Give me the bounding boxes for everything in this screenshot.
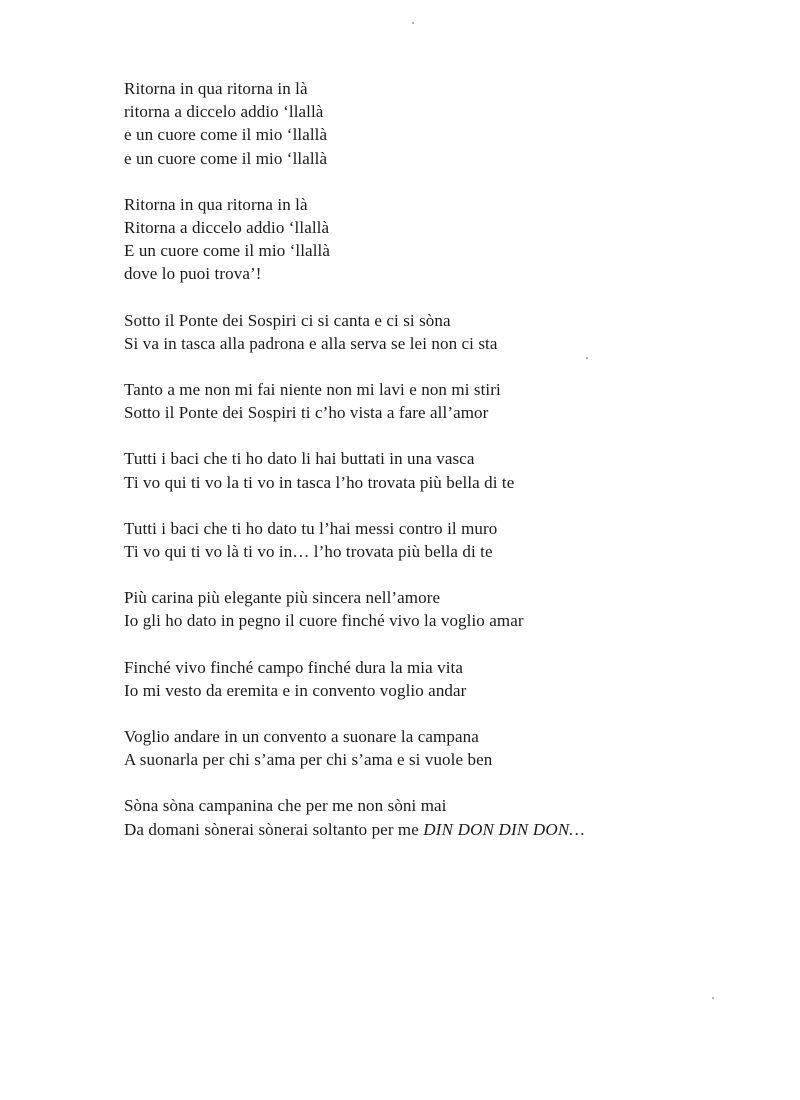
lyric-line: Sòna sòna campanina che per me non sòni mai	[124, 796, 447, 816]
lyric-line: Ritorna a diccelo addio ‘llallà	[124, 218, 330, 238]
scan-speck	[412, 22, 414, 24]
bell-refrain-italic: DIN DON DIN DON…	[423, 819, 585, 839]
lyric-line: Ti vo qui ti vo là ti vo in… l’ho trovata più bella di te	[124, 542, 493, 562]
stanza	[124, 517, 764, 563]
lyric-line: Più carina più elegante più sincera nell’amore	[124, 588, 441, 608]
lyric-line: Io gli ho dato in pegno il cuore finché vivo la voglio amar	[124, 611, 524, 631]
lyric-line: dove lo puoi trova’!	[124, 264, 262, 284]
lyric-line: Ritorna in qua ritorna in là	[124, 194, 308, 214]
lyric-line: Ti vo qui ti vo la ti vo in tasca l’ho trovata più bella di te	[124, 472, 515, 492]
lyric-line: e un cuore come il mio ‘llallà	[124, 125, 328, 145]
stanza	[124, 378, 764, 424]
lyric-line: Si va in tasca alla padrona e alla serva se lei non ci sta	[124, 333, 498, 353]
lyric-line-final-text: Da domani sònerai sònerai soltanto per me	[124, 819, 424, 839]
stanza	[124, 447, 764, 493]
lyric-line: ritorna a diccelo addio ‘llallà	[124, 102, 324, 122]
scan-speck	[712, 997, 714, 999]
lyric-line: Ritorna in qua ritorna in là	[124, 79, 308, 98]
lyric-line: Finché vivo finché campo finché dura la mia vita	[124, 657, 464, 677]
lyric-line: e un cuore come il mio ‘llallà	[124, 148, 328, 168]
lyrics-body	[124, 77, 764, 864]
lyric-line: E un cuore come il mio ‘llallà	[124, 241, 330, 261]
lyric-line: Tutti i baci che ti ho dato li hai buttati in una vasca	[124, 449, 475, 469]
lyric-line: A suonarla per chi s’ama per chi s’ama e si vuole ben	[124, 750, 493, 770]
lyric-line: Tutti i baci che ti ho dato tu l’hai messi contro il muro	[124, 518, 498, 538]
lyric-line-final	[124, 818, 764, 841]
stanza	[124, 586, 764, 632]
lyric-line: Io mi vesto da eremita e in convento voglio andar	[124, 680, 467, 700]
lyric-line: Tanto a me non mi fai niente non mi lavi e non mi stiri	[124, 380, 501, 400]
stanza	[124, 193, 764, 286]
stanza	[124, 77, 764, 170]
lyric-line: Sotto il Ponte dei Sospiri ti c’ho vista a fare all’amor	[124, 403, 489, 423]
stanza	[124, 309, 764, 355]
lyric-line: Sotto il Ponte dei Sospiri ci si canta e ci si sòna	[124, 310, 451, 330]
stanza	[124, 725, 764, 771]
stanza	[124, 656, 764, 702]
lyric-line: Voglio andare in un convento a suonare la campana	[124, 727, 479, 747]
stanza	[124, 794, 764, 840]
